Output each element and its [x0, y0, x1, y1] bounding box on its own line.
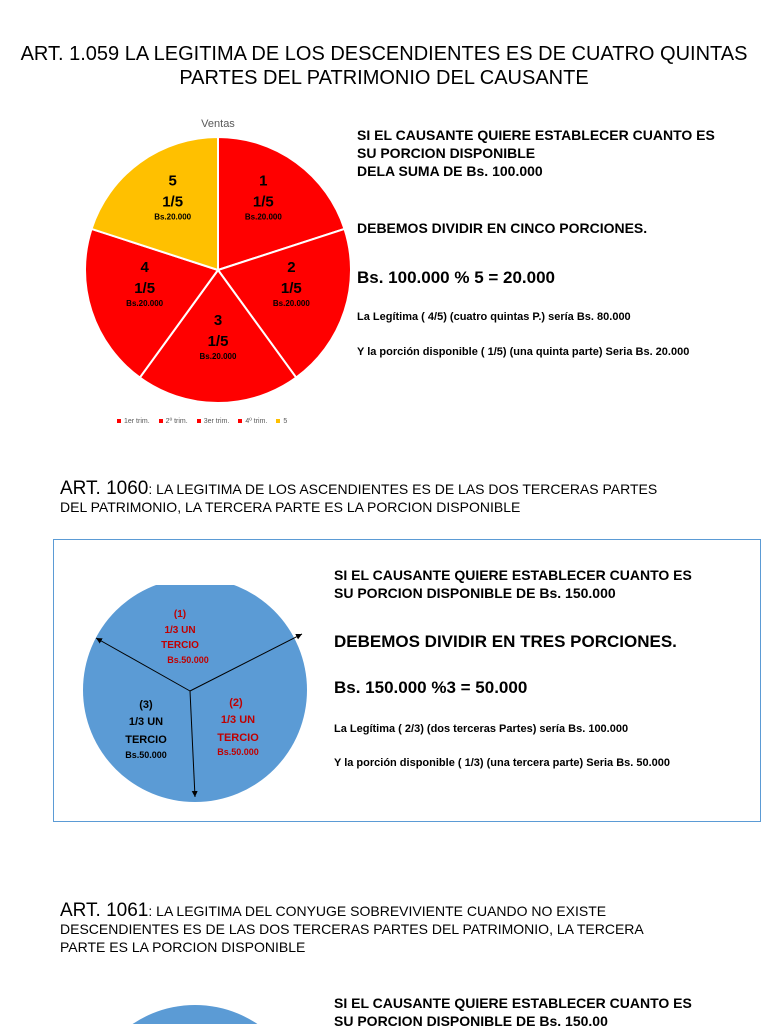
legend-item-1: 1er trim.	[117, 418, 150, 425]
section2-legitima: La Legítima ( 2/3) (dos terceras Partes) sería Bs. 100.000	[334, 723, 629, 735]
svg-text:TERCIO: TERCIO	[161, 640, 199, 651]
svg-text:1/5: 1/5	[207, 333, 229, 351]
svg-text:Bs.50.000: Bs.50.000	[167, 655, 209, 665]
svg-text:Bs.20.000: Bs.20.000	[272, 298, 310, 308]
thirds-diagram	[80, 585, 312, 803]
svg-text:1/5: 1/5	[280, 279, 302, 297]
svg-text:Bs.50.000: Bs.50.000	[217, 747, 259, 757]
svg-text:(2): (2)	[229, 697, 243, 709]
svg-text:(3): (3)	[139, 699, 153, 711]
section3-art-num: ART. 1061	[60, 900, 149, 921]
section1-divide: DEBEMOS DIVIDIR EN CINCO PORCIONES.	[357, 220, 648, 236]
section2-text-line1: SI EL CAUSANTE QUIERE ESTABLECER CUANTO ES	[334, 567, 692, 583]
section2-intro	[334, 566, 692, 602]
legend-item-3: 3er trim.	[197, 418, 230, 425]
svg-text:2: 2	[287, 258, 296, 276]
svg-text:Bs.20.000: Bs.20.000	[126, 298, 164, 308]
pie-chart	[80, 110, 350, 420]
thirds-circle	[83, 585, 307, 802]
section2-article	[60, 480, 657, 516]
svg-text:1/5: 1/5	[252, 193, 274, 211]
section2-art-text1: : LA LEGITIMA DE LOS ASCENDIENTES ES DE LAS DOS TERCERAS PARTES	[148, 481, 658, 497]
section3-art-text3: PARTE ES LA PORCION DISPONIBLE	[60, 939, 306, 955]
section3-article	[60, 902, 644, 956]
section3-text-line1: SI EL CAUSANTE QUIERE ESTABLECER CUANTO ES	[334, 995, 692, 1011]
section2-calc: Bs. 150.000 %3 = 50.000	[334, 678, 528, 697]
section1-calc: Bs. 100.000 % 5 = 20.000	[357, 268, 556, 287]
svg-text:1: 1	[259, 172, 268, 190]
svg-text:4: 4	[140, 258, 149, 276]
svg-text:Bs.20.000: Bs.20.000	[244, 212, 282, 222]
svg-text:1/3 UN: 1/3 UN	[128, 716, 164, 728]
svg-text:Bs.20.000: Bs.20.000	[199, 352, 237, 362]
svg-text:Bs.50.000: Bs.50.000	[125, 750, 167, 760]
svg-text:TERCIO: TERCIO	[217, 732, 259, 744]
section2-art-text2: DEL PATRIMONIO, LA TERCERA PARTE ES LA PORCION DISPONIBLE	[60, 499, 521, 515]
section3-art-text1: : LA LEGITIMA DEL CONYUGE SOBREVIVIENTE CUANDO NO EXISTE	[148, 903, 607, 919]
svg-text:1/5: 1/5	[162, 193, 184, 211]
legend-item-5: 5	[276, 418, 287, 425]
legend-item-4: 4º trim.	[238, 418, 267, 425]
svg-text:3: 3	[213, 312, 223, 330]
svg-text:Bs.20.000: Bs.20.000	[154, 212, 192, 222]
section1-legitima: La Legítima ( 4/5) (cuatro quintas P.) sería Bs. 80.000	[357, 311, 631, 323]
svg-text:1/5: 1/5	[134, 279, 156, 297]
section1-intro	[357, 126, 715, 180]
section1-title-line1: ART. 1.059 LA LEGITIMA DE LOS DESCENDIENTES ES DE CUATRO QUINTAS	[20, 43, 748, 65]
svg-text:1/3 UN: 1/3 UN	[220, 714, 256, 726]
section1-title	[0, 42, 768, 90]
svg-text:(1): (1)	[173, 609, 187, 620]
section1-disponible: Y la porción disponible ( 1/5) (una quinta parte) Seria Bs. 20.000	[357, 346, 690, 358]
svg-text:TERCIO: TERCIO	[125, 734, 167, 746]
section3-art-text2: DESCENDIENTES ES DE LAS DOS TERCERAS PARTES DEL PATRIMONIO, LA TERCERA	[60, 921, 644, 937]
section1-title-line2: PARTES DEL PATRIMONIO DEL CAUSANTE	[179, 67, 589, 89]
chart-title: Ventas	[201, 118, 235, 130]
section1-text-line1: SI EL CAUSANTE QUIERE ESTABLECER CUANTO ES	[357, 127, 715, 143]
svg-text:5: 5	[168, 172, 177, 190]
section2-disponible: Y la porción disponible ( 1/3) (una tercera parte) Seria Bs. 50.000	[334, 757, 671, 769]
section3-text-line2: SU PORCION DISPONIBLE DE Bs. 150.00	[334, 1013, 608, 1029]
section3-diagram	[80, 1000, 312, 1024]
svg-text:1/3 UN: 1/3 UN	[164, 625, 196, 636]
section3-intro	[334, 994, 692, 1030]
section2-art-num: ART. 1060	[60, 478, 149, 499]
legend-item-2: 2º trim.	[159, 418, 188, 425]
chart-legend	[117, 418, 287, 425]
section3-circle	[83, 1005, 307, 1024]
pie-slices	[85, 137, 350, 403]
section2-text-line2: SU PORCION DISPONIBLE DE Bs. 150.000	[334, 585, 616, 601]
section1-text-line3: DELA SUMA DE Bs. 100.000	[357, 163, 543, 179]
section2-divide: DEBEMOS DIVIDIR EN TRES PORCIONES.	[334, 632, 677, 651]
section1-text-line2: SU PORCION DISPONIBLE	[357, 145, 536, 161]
